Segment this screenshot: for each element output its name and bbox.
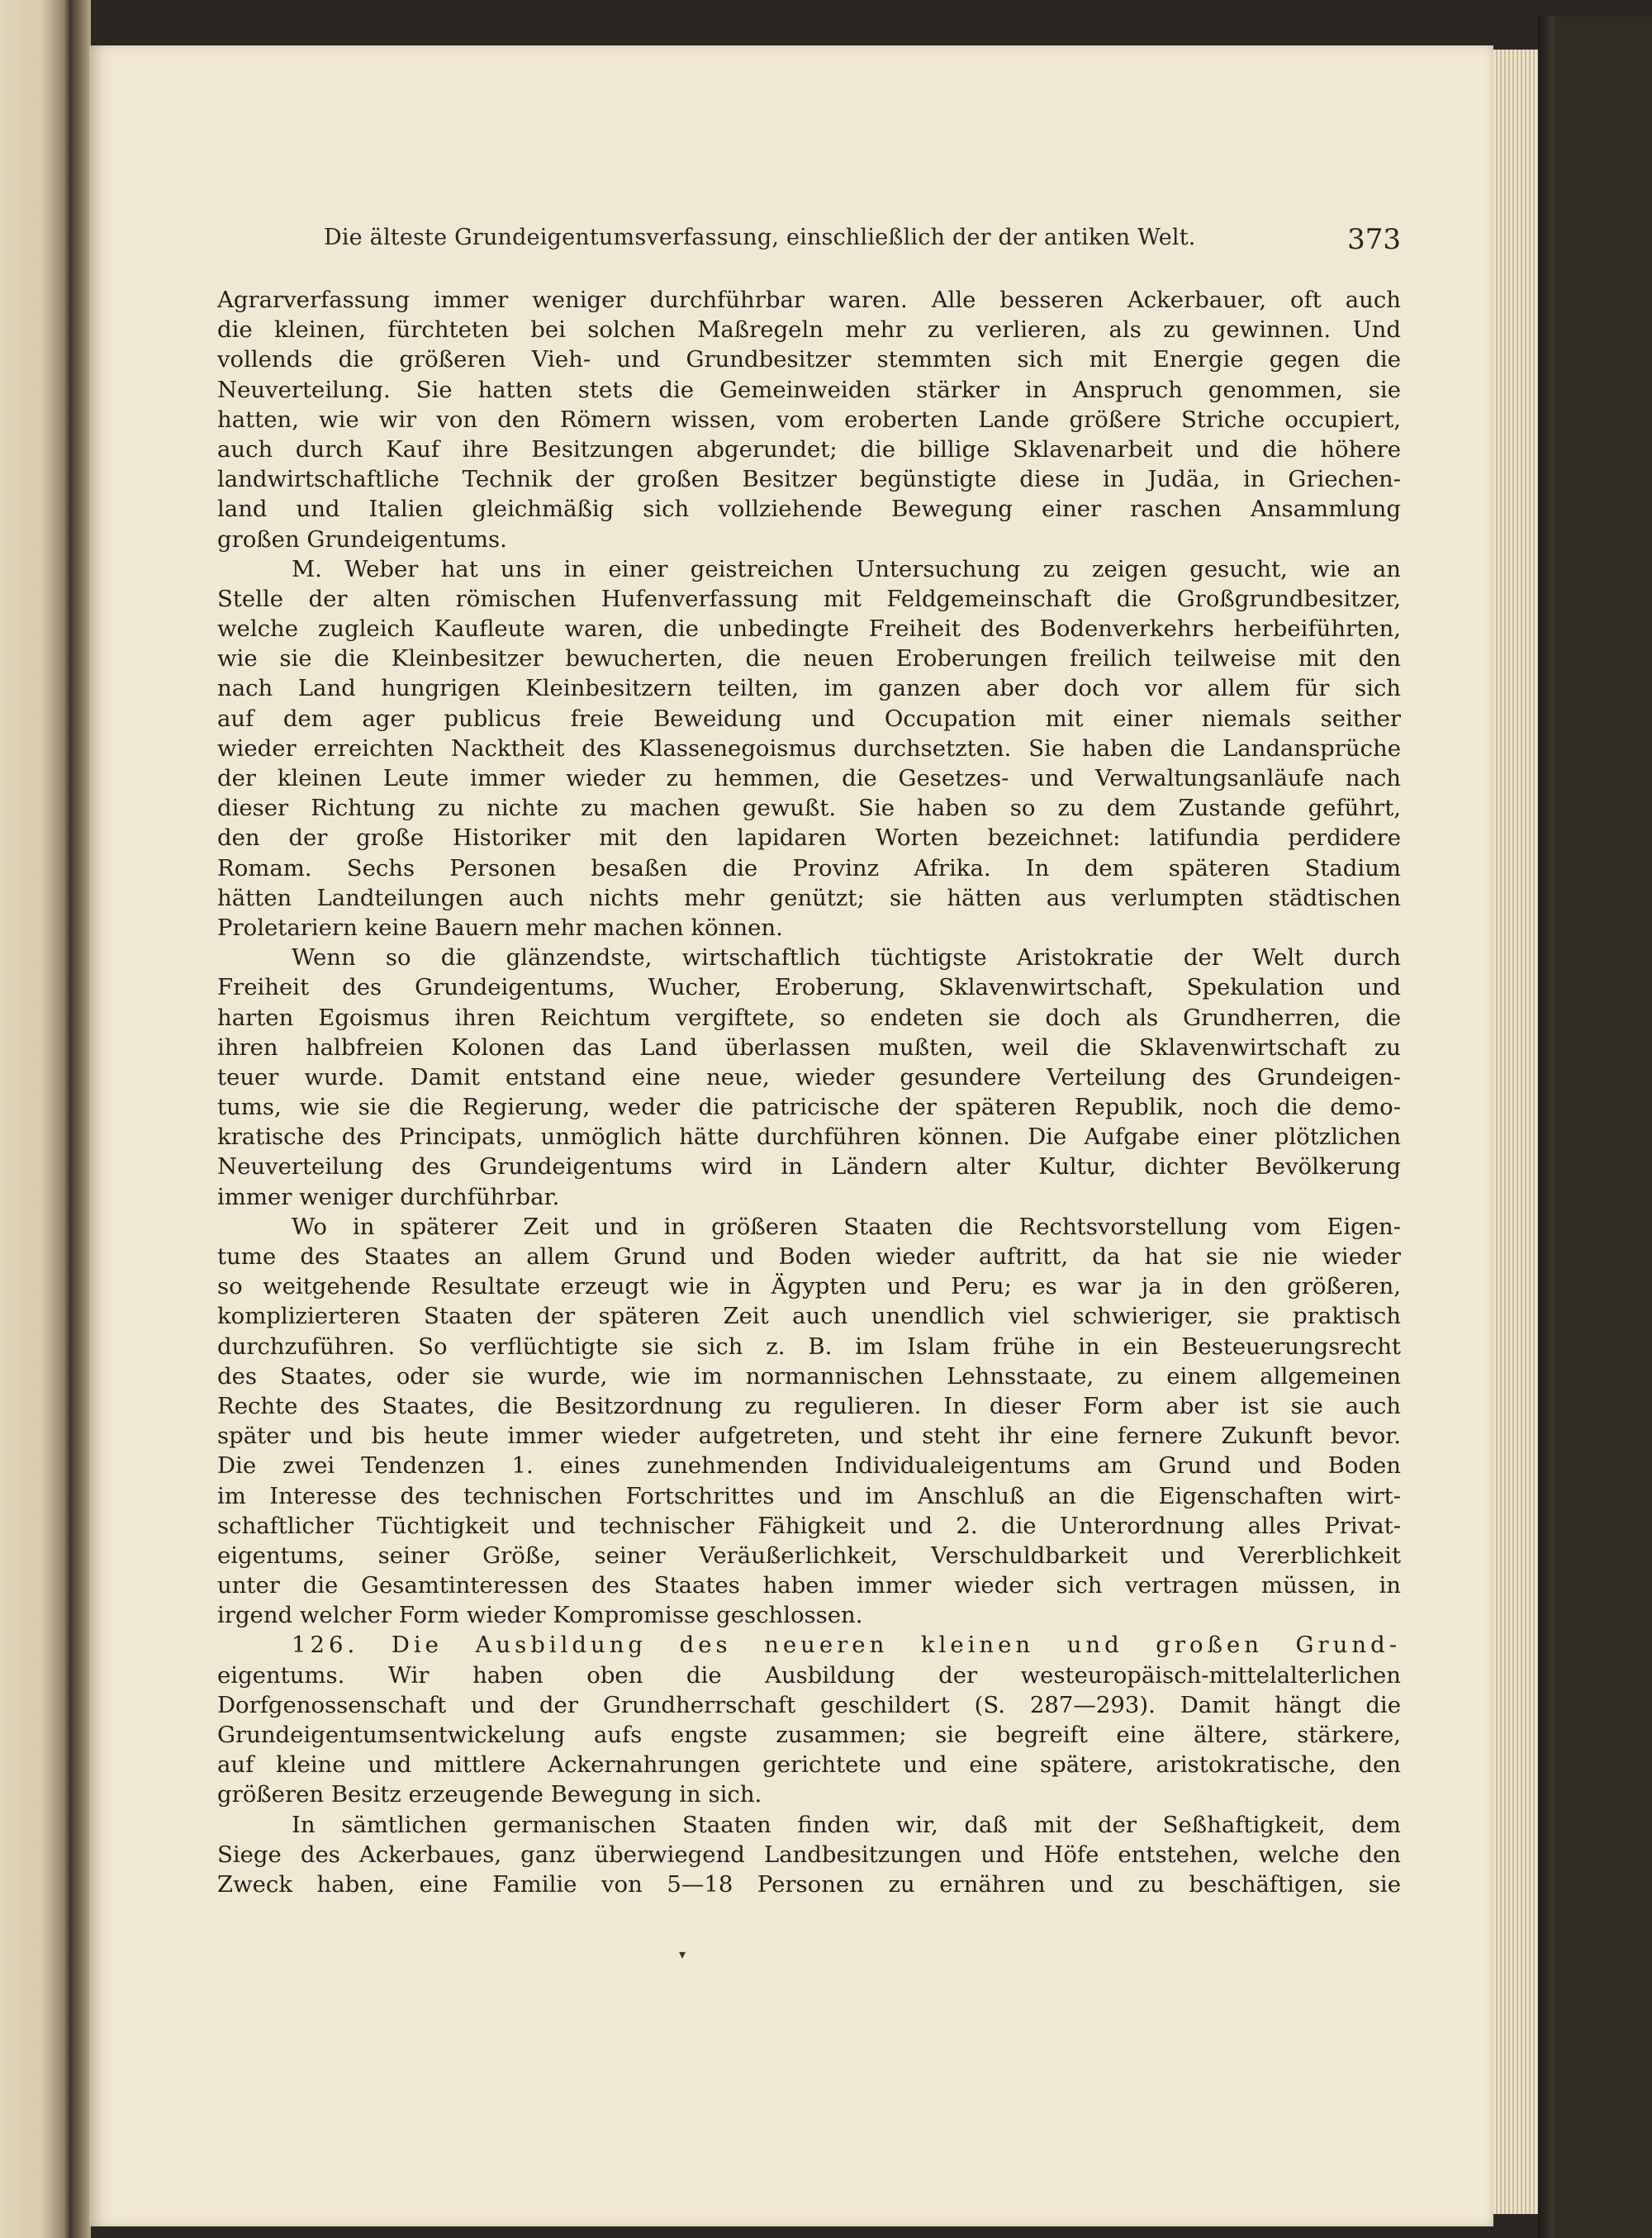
text-line: unter die Gesamtinteressen des Staates haben immer wieder sich vertragen müssen, in — [217, 1572, 1401, 1599]
text-line: wie sie die Kleinbesitzer bewucherten, die neuen Eroberungen freilich teilweise mit den — [217, 645, 1401, 672]
text-line: Rechte des Staates, die Besitzordnung zu regulieren. In dieser Form aber ist sie auch — [217, 1392, 1401, 1419]
text-line: Die zwei Tendenzen 1. eines zunehmenden Individualeigentums am Grund und Boden — [217, 1452, 1401, 1480]
text-line: nach Land hungrigen Kleinbesitzern teilten, im ganzen aber doch vor allem für sich — [217, 675, 1401, 702]
text-line: komplizierteren Staaten der späteren Zeit auch unendlich viel schwieriger, sie praktisch — [217, 1303, 1401, 1330]
text-line: 126. Die Ausbildung des neueren kleinen und großen Grund- — [292, 1632, 1401, 1659]
text-line: Neuverteilung des Grundeigentums wird in Ländern alter Kultur, dichter Bevölkerung — [217, 1153, 1401, 1181]
text-line: Agrarverfassung immer weniger durchführbar waren. Alle besseren Ackerbauer, oft auch — [217, 287, 1401, 313]
text-line: im Interesse des technischen Fortschrittes und im Anschluß an die Eigenschaften wirt- — [217, 1482, 1401, 1509]
text-line: so weitgehende Resultate erzeugt wie in Ägypten und Peru; es war ja in den größeren, — [217, 1273, 1401, 1300]
left-page-edge — [0, 0, 69, 2238]
text-line: tums, wie sie die Regierung, weder die patricische der späteren Republik, noch die demo- — [217, 1094, 1401, 1121]
text-line: immer weniger durchführbar. — [217, 1183, 560, 1210]
body-text — [217, 285, 1401, 1899]
text-line: kratische des Principats, unmöglich hätte durchführen können. Die Aufgabe einer plötzlichen — [217, 1124, 1401, 1151]
text-line: Siege des Ackerbaues, ganz überwiegend Landbesitzungen und Höfe entstehen, welche den — [217, 1841, 1401, 1868]
text-line: harten Egoismus ihren Reichtum vergiftete, so endeten sie doch als Grundherren, die — [217, 1004, 1401, 1031]
text-line: tume des Staates an allem Grund und Boden wieder auftritt, da hat sie nie wieder — [217, 1243, 1401, 1270]
running-title: Die älteste Grundeigentumsverfassung, einschließlich der der antiken Welt. — [324, 225, 1196, 250]
text-line: eigentums, seiner Größe, seiner Veräußerlichkeit, Verschuldbarkeit und Vererblichkeit — [217, 1542, 1401, 1569]
text-line: den der große Historiker mit den lapidaren Worten bezeichnet: latifundia perdidere — [217, 824, 1401, 852]
text-line: land und Italien gleichmäßig sich vollziehende Bewegung einer raschen Ansammlung — [217, 496, 1401, 523]
signature-mark: ▾ — [679, 1946, 686, 1962]
text-line: auch durch Kauf ihre Besitzungen abgerundet; die billige Sklavenarbeit und die höhere — [217, 435, 1401, 463]
text-line: Zweck haben, eine Familie von 5—18 Personen zu ernähren und zu beschäftigen, sie — [217, 1870, 1401, 1898]
text-line: großen Grundeigentums. — [217, 525, 507, 553]
text-line: Proletariern keine Bauern mehr machen können. — [217, 914, 783, 941]
book-cover — [1538, 17, 1652, 2238]
text-line: In sämtlichen germanischen Staaten finden wir, daß mit der Seßhaftigkeit, dem — [292, 1811, 1401, 1838]
text-line: größeren Besitz erzeugende Bewegung in sich. — [217, 1781, 762, 1808]
page-number: 373 — [1347, 223, 1401, 256]
text-line: vollends die größeren Vieh- und Grundbesitzer stemmten sich mit Energie gegen die — [217, 346, 1401, 373]
text-line: Wo in späterer Zeit und in größeren Staaten die Rechtsvorstellung vom Eigen- — [292, 1213, 1401, 1240]
text-line: später und bis heute immer wieder aufgetreten, und steht ihr eine fernere Zukunft bevor. — [217, 1423, 1401, 1450]
text-line: Stelle der alten römischen Hufenverfassung mit Feldgemeinschaft die Großgrundbesitzer, — [217, 585, 1401, 612]
text-line: der kleinen Leute immer wieder zu hemmen, die Gesetzes- und Verwaltungsanläufe nach — [217, 765, 1401, 791]
text-line: Grundeigentumsentwickelung aufs engste zusammen; sie begreift eine ältere, stärkere, — [217, 1722, 1401, 1748]
text-line: irgend welcher Form wieder Kompromisse geschlossen. — [217, 1602, 863, 1629]
text-line: teuer wurde. Damit entstand eine neue, wieder gesundere Verteilung des Grundeigen- — [217, 1063, 1401, 1090]
text-line: hatten, wie wir von den Römern wissen, vom eroberten Lande größere Striche occupiert, — [217, 406, 1401, 433]
text-line: ihren halbfreien Kolonen das Land überlassen mußten, weil die Sklavenwirtschaft zu — [217, 1033, 1401, 1061]
text-line: des Staates, oder sie wurde, wie im normannischen Lehnsstaate, zu einem allgemeinen — [217, 1362, 1401, 1390]
text-line: die kleinen, fürchteten bei solchen Maßregeln mehr zu verlieren, als zu gewinnen. Und — [217, 316, 1401, 344]
text-line: auf dem ager publicus freie Beweidung und Occupation mit einer niemals seither — [217, 705, 1401, 732]
text-line: Freiheit des Grundeigentums, Wucher, Eroberung, Sklavenwirtschaft, Spekulation und — [217, 974, 1401, 1001]
page-header — [324, 225, 1401, 266]
text-line: Neuverteilung. Sie hatten stets die Gemeinweiden stärker in Anspruch genommen, sie — [217, 376, 1401, 403]
text-line: Dorfgenossenschaft und der Grundherrschaft geschildert (S. 287—293). Damit hängt die — [217, 1691, 1401, 1718]
text-line: durchzuführen. So verflüchtigte sie sich z. B. im Islam frühe in ein Besteuerungsrecht — [217, 1333, 1401, 1360]
text-line: Wenn so die glänzendste, wirtschaftlich tüchtigste Aristokratie der Welt durch — [292, 944, 1401, 972]
text-line: dieser Richtung zu nichte zu machen gewußt. Sie haben so zu dem Zustande geführt, — [217, 795, 1401, 822]
text-line: welche zugleich Kaufleute waren, die unbedingte Freiheit des Bodenverkehrs herbeiführten, — [217, 615, 1401, 643]
text-line: eigentums. Wir haben oben die Ausbildung der westeuropäisch-mittelalterlichen — [217, 1661, 1401, 1689]
text-line: M. Weber hat uns in einer geistreichen Untersuchung zu zeigen gesucht, wie an — [292, 555, 1401, 582]
text-line: auf kleine und mittlere Ackernahrungen gerichtete und eine spätere, aristokratische, den — [217, 1751, 1401, 1779]
book-cover-edge — [1538, 17, 1555, 2238]
text-line: landwirtschaftliche Technik der großen Besitzer begünstigte diese in Judäa, in Griechen- — [217, 466, 1401, 493]
text-line: wieder erreichten Nacktheit des Klassenegoismus durchsetzten. Sie haben die Landansprüche — [217, 734, 1401, 762]
text-line: Romam. Sechs Personen besaßen die Provinz Afrika. In dem späteren Stadium — [217, 854, 1401, 881]
page-stack-edges — [1493, 50, 1538, 2214]
book-gutter — [69, 0, 91, 2238]
text-line: schaftlicher Tüchtigkeit und technischer Fähigkeit und 2. die Unterordnung alles Privat- — [217, 1512, 1401, 1539]
text-line: hätten Landteilungen auch nichts mehr genützt; sie hätten aus verlumpten städtischen — [217, 884, 1401, 911]
